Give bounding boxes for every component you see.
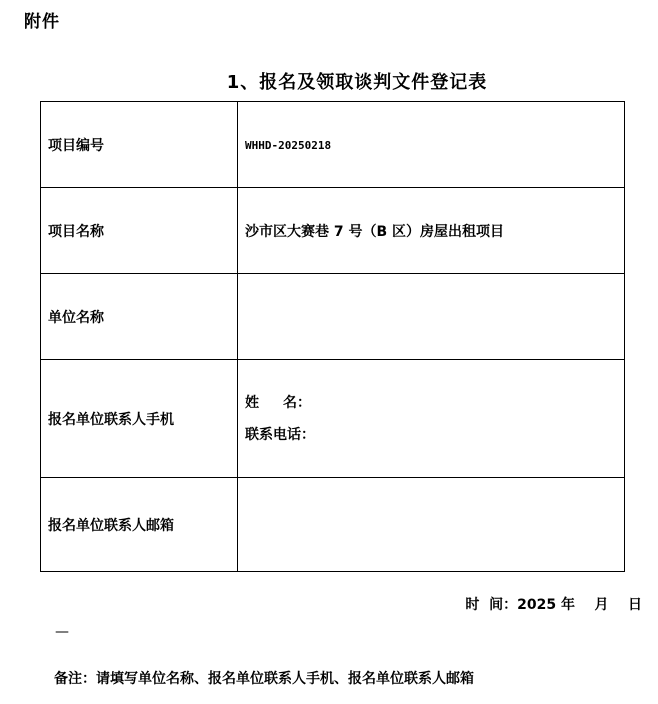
remark-note: 备注：请填写单位名称、报名单位联系人手机、报名单位联系人邮箱 bbox=[54, 671, 474, 687]
project-name-value: 沙市区大赛巷 7 号（B 区）房屋出租项目 bbox=[238, 188, 625, 274]
unit-name-label: 单位名称 bbox=[41, 274, 238, 360]
contact-phone-line[interactable] bbox=[245, 419, 624, 451]
contact-email-field[interactable] bbox=[238, 478, 625, 572]
date-line: 时 间：2025 年 月 日 bbox=[465, 597, 642, 613]
project-number-cell bbox=[238, 102, 625, 188]
project-number-label: 项目编号 bbox=[41, 102, 238, 188]
attachment-label: 附件 bbox=[24, 12, 60, 32]
table-row bbox=[41, 102, 625, 188]
registration-form-table bbox=[40, 101, 625, 572]
table-row bbox=[41, 274, 625, 360]
contact-name-label-a: 姓 bbox=[245, 394, 259, 411]
contact-name-label-b: 名： bbox=[283, 394, 311, 411]
contact-name-line[interactable] bbox=[245, 387, 624, 419]
table-row bbox=[41, 188, 625, 274]
project-number-value: WHHD-20250218 bbox=[245, 138, 332, 152]
unit-name-field[interactable] bbox=[238, 274, 625, 360]
document-title: 1、报名及领取谈判文件登记表 bbox=[226, 72, 488, 93]
contact-email-label: 报名单位联系人邮箱 bbox=[41, 478, 238, 572]
dash-mark: — bbox=[55, 624, 69, 640]
contact-phone-label: 报名单位联系人手机 bbox=[41, 360, 238, 478]
contact-info-cell bbox=[238, 360, 625, 478]
table-row bbox=[41, 360, 625, 478]
project-name-label: 项目名称 bbox=[41, 188, 238, 274]
table-row bbox=[41, 478, 625, 572]
contact-phone-field-label: 联系电话： bbox=[245, 426, 315, 443]
